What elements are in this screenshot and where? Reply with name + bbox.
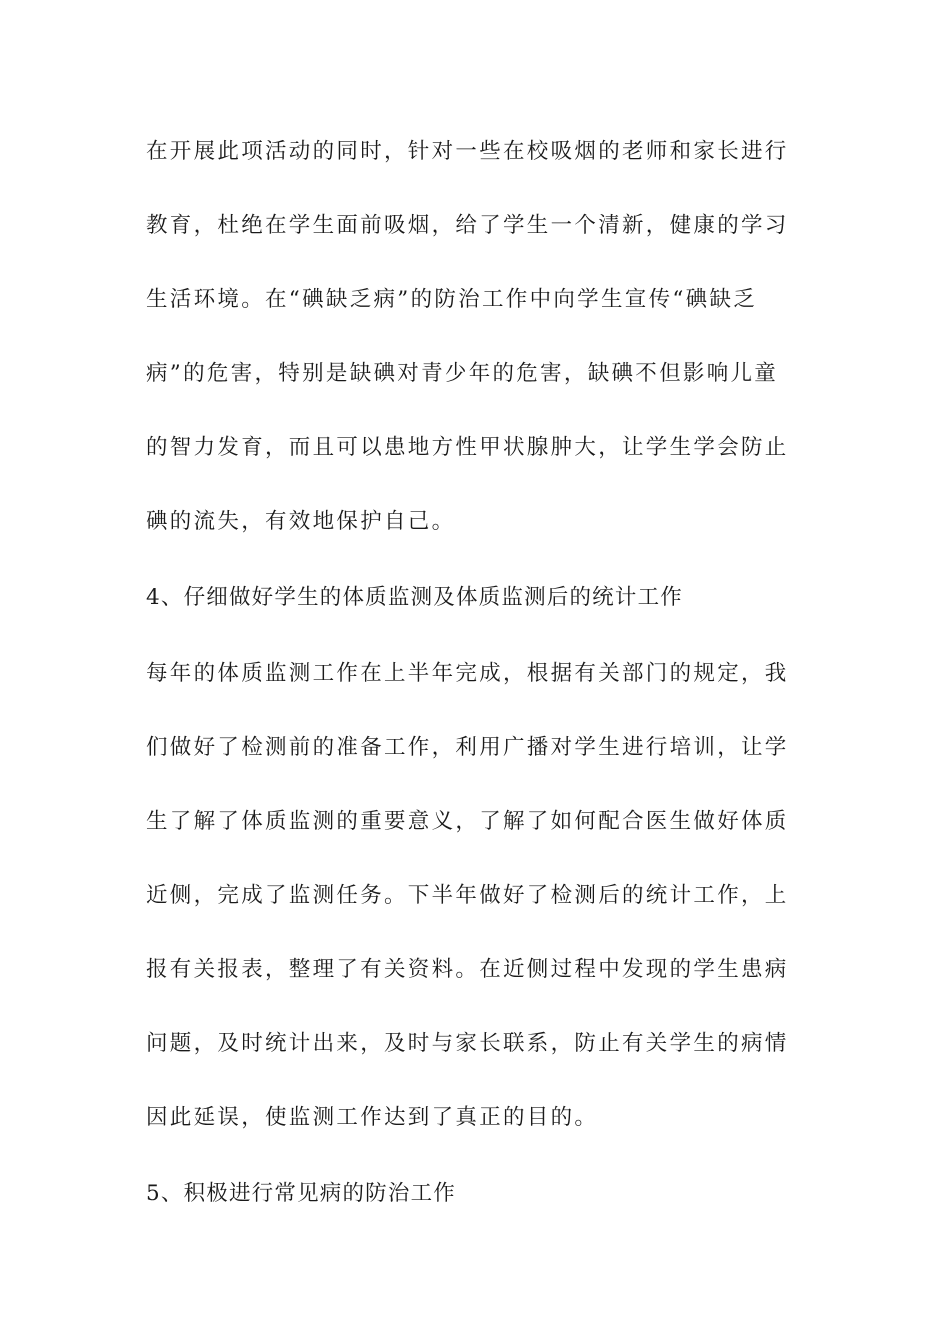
- paragraph-2-line-4: 近侧，完成了监测任务。下半年做好了检测后的统计工作，上: [146, 883, 789, 908]
- paragraph-2-line-5: 报有关报表，整理了有关资料。在近侧过程中发现的学生患病: [146, 957, 789, 982]
- paragraph-2-line-6: 问题，及时统计出来，及时与家长联系，防止有关学生的病情: [146, 1031, 789, 1056]
- section-heading-5: 5、积极进行常见病的防治工作: [146, 1181, 456, 1206]
- paragraph-2-line-2: 们做好了检测前的准备工作，利用广播对学生进行培训，让学: [146, 735, 789, 760]
- paragraph-1-line-4: 病”的危害，特别是缺碘对青少年的危害，缺碘不但影响儿童: [146, 361, 779, 386]
- paragraph-1-line-2: 教育，杜绝在学生面前吸烟，给了学生一个清新，健康的学习: [146, 213, 789, 238]
- paragraph-2-line-1: 每年的体质监测工作在上半年完成，根据有关部门的规定，我: [146, 661, 789, 686]
- paragraph-2-line-3: 生了解了体质监测的重要意义，了解了如何配合医生做好体质: [146, 809, 789, 834]
- paragraph-2-line-7: 因此延误，使监测工作达到了真正的目的。: [146, 1105, 599, 1130]
- paragraph-1-line-3: 生活环境。在“碘缺乏病”的防治工作中向学生宣传“碘缺乏: [146, 287, 758, 312]
- paragraph-1-line-5: 的智力发育，而且可以患地方性甲状腺肿大，让学生学会防止: [146, 435, 789, 460]
- paragraph-1-line-6: 碘的流失，有效地保护自己。: [146, 509, 456, 534]
- section-heading-4: 4、仔细做好学生的体质监测及体质监测后的统计工作: [146, 585, 683, 610]
- paragraph-1-line-1: 在开展此项活动的同时，针对一些在校吸烟的老师和家长进行: [146, 139, 789, 164]
